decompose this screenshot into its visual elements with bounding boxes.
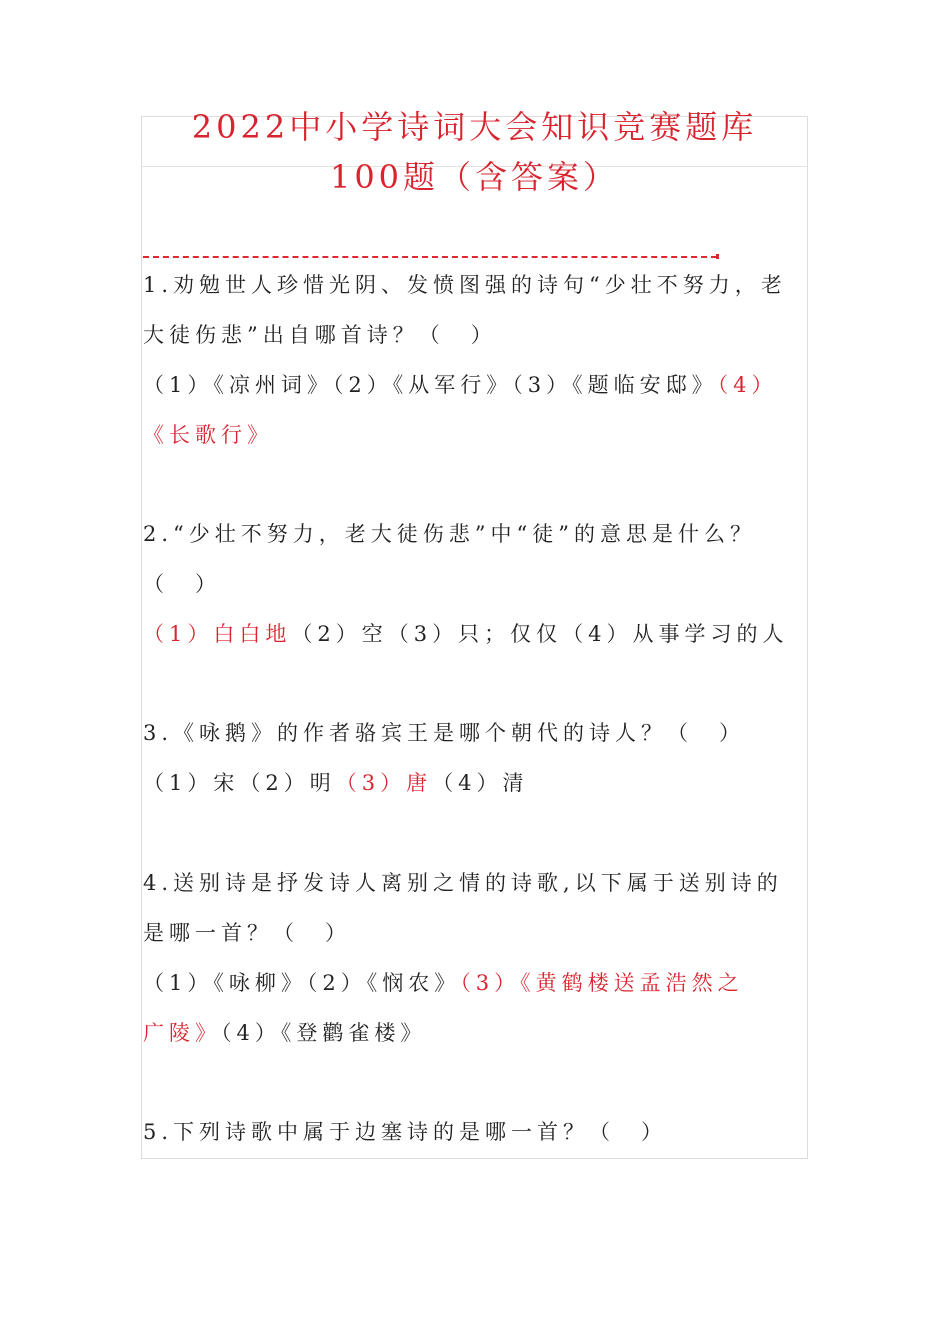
question-3-answer: （3）唐 — [335, 771, 433, 795]
question-4-options-line-2 — [143, 1018, 426, 1048]
question-1-stem-line-1: 1.劝勉世人珍惜光阴、发愤图强的诗句“少壮不努力，老 — [143, 273, 787, 297]
question-1-options — [143, 370, 777, 400]
question-1-options-text: （1）《凉州词》（2）《从军行》（3）《题临安邸》 — [143, 373, 718, 397]
question-2-options-rest: （2）空（3）只；仅仅（4）从事学习的人 — [291, 622, 789, 646]
document-title-line-1: 2022中小学诗词大会知识竞赛题库 — [191, 108, 758, 146]
question-1-stem-line-2: 大徒伤悲”出自哪首诗？（ ） — [143, 323, 497, 347]
question-4-options — [143, 968, 744, 998]
question-2-options — [143, 619, 788, 649]
question-1-answer: 《长歌行》 — [143, 423, 273, 447]
question-3-options — [143, 768, 528, 798]
dashed-divider — [143, 256, 717, 258]
question-3-options-pre: （1）宋（2）明 — [143, 771, 336, 795]
question-3-options-post: （4）清 — [432, 771, 529, 795]
question-2-stem-line-2: （ ） — [143, 572, 221, 596]
question-3-stem: 3.《咏鹅》的作者骆宾王是哪个朝代的诗人？（ ） — [143, 721, 746, 745]
dashed-divider-end — [716, 254, 719, 259]
question-5-stem: 5.下列诗歌中属于边塞诗的是哪一首？（ ） — [143, 1120, 668, 1144]
question-4-options-pre: （1）《咏柳》（2）《悯农》 — [143, 971, 461, 995]
document-title-line-2: 100题（含答案） — [329, 158, 620, 196]
question-4-stem-line-2: 是哪一首？（ ） — [143, 921, 351, 945]
question-2-answer: （1）白白地 — [143, 622, 292, 646]
question-4-answer-part-2: 广陵》 — [143, 1021, 221, 1045]
question-1-answer-marker: （4） — [717, 373, 778, 397]
question-4-stem-line-1: 4.送别诗是抒发诗人离别之情的诗歌,以下属于送别诗的 — [143, 871, 783, 895]
question-4-answer-part-1: （3）《黄鹤楼送孟浩然之 — [460, 971, 744, 995]
question-4-options-post: （4）《登鹳雀楼》 — [221, 1021, 427, 1045]
question-2-stem-line-1: 2.“少壮不努力，老大徒伤悲”中“徒”的意思是什么？ — [143, 522, 756, 546]
